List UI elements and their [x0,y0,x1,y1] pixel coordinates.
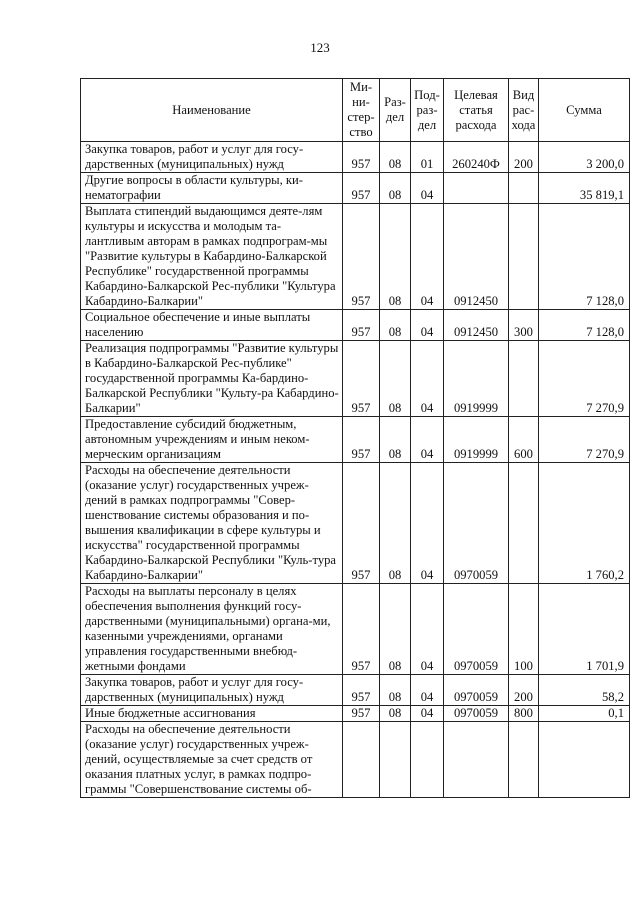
cell-ministry: 957 [343,173,380,204]
cell-ministry: 957 [343,675,380,706]
cell-subsection: 04 [411,341,444,417]
cell-ministry: 957 [343,417,380,463]
cell-sum: 58,2 [539,675,630,706]
cell-target: 0919999 [444,417,509,463]
table-row [81,173,630,204]
cell-section: 08 [380,310,411,341]
cell-ministry: 957 [343,463,380,584]
cell-target [444,722,509,798]
cell-target: 0970059 [444,706,509,722]
cell-section: 08 [380,173,411,204]
cell-target: 0912450 [444,204,509,310]
cell-type: 200 [509,142,539,173]
cell-type: 600 [509,417,539,463]
cell-section: 08 [380,706,411,722]
cell-name: Иные бюджетные ассигнования [81,706,343,722]
cell-target: 260240Ф [444,142,509,173]
header-section: Раз-дел [380,79,411,142]
cell-section: 08 [380,675,411,706]
cell-sum: 0,1 [539,706,630,722]
cell-type: 800 [509,706,539,722]
cell-section: 08 [380,341,411,417]
cell-name: Другие вопросы в области культуры, ки-нематографии [81,173,343,204]
header-type: Вид рас-хода [509,79,539,142]
table-header-row [81,79,630,142]
cell-ministry: 957 [343,204,380,310]
cell-target: 0970059 [444,463,509,584]
cell-subsection: 04 [411,417,444,463]
cell-subsection: 04 [411,584,444,675]
cell-ministry: 957 [343,142,380,173]
table-row [81,675,630,706]
cell-sum: 7 128,0 [539,204,630,310]
cell-section: 08 [380,204,411,310]
cell-subsection: 01 [411,142,444,173]
cell-target: 0919999 [444,341,509,417]
cell-section: 08 [380,142,411,173]
cell-ministry: 957 [343,310,380,341]
cell-name: Реализация подпрограммы "Развитие культуры в Кабардино-Балкарской Рес-публике" государственной программы Ка-бардино-Балкарской Республики "Культу-ра Кабардино-Балкарии" [81,341,343,417]
header-ministry: Ми-ни-стер-ство [343,79,380,142]
header-sum: Сумма [539,79,630,142]
cell-type: 200 [509,675,539,706]
table-row [81,463,630,584]
cell-subsection [411,722,444,798]
cell-section: 08 [380,584,411,675]
cell-target: 0912450 [444,310,509,341]
table-row [81,722,630,798]
cell-section: 08 [380,417,411,463]
cell-type: 100 [509,584,539,675]
table-row [81,142,630,173]
header-subsection: Под-раз-дел [411,79,444,142]
cell-section [380,722,411,798]
cell-sum: 1 701,9 [539,584,630,675]
cell-sum: 7 270,9 [539,417,630,463]
cell-subsection: 04 [411,204,444,310]
cell-name: Выплата стипендий выдающимся деяте-лям культуры и искусства и молодым та-лантливым авторам в рамках подпрограм-мы "Развитие культуры в Кабардино-Балкарской Республике" государственной программы Кабардино-Балкарской Рес-публики "Культура Кабардино-Балкарии" [81,204,343,310]
cell-sum: 7 128,0 [539,310,630,341]
cell-sum: 1 760,2 [539,463,630,584]
cell-subsection: 04 [411,706,444,722]
header-name: Наименование [81,79,343,142]
table-row [81,706,630,722]
cell-type [509,341,539,417]
cell-section: 08 [380,463,411,584]
table-row [81,310,630,341]
cell-name: Расходы на обеспечение деятельности (оказание услуг) государственных учреж-дений, осуществляемые за счет средств от оказания платных услуг, в рамках подпро-граммы "Совершенствование системы об- [81,722,343,798]
header-target: Целевая статья расхода [444,79,509,142]
table-row [81,417,630,463]
cell-subsection: 04 [411,463,444,584]
cell-name: Закупка товаров, работ и услуг для госу-дарственных (муниципальных) нужд [81,142,343,173]
page-number: 123 [310,40,330,55]
cell-ministry: 957 [343,706,380,722]
cell-sum: 35 819,1 [539,173,630,204]
cell-subsection: 04 [411,310,444,341]
cell-type: 300 [509,310,539,341]
cell-subsection: 04 [411,675,444,706]
cell-subsection: 04 [411,173,444,204]
cell-ministry: 957 [343,341,380,417]
cell-type [509,173,539,204]
cell-target: 0970059 [444,675,509,706]
cell-sum: 3 200,0 [539,142,630,173]
cell-sum [539,722,630,798]
cell-type [509,463,539,584]
cell-name: Закупка товаров, работ и услуг для госу-дарственных (муниципальных) нужд [81,675,343,706]
cell-sum: 7 270,9 [539,341,630,417]
cell-type [509,722,539,798]
cell-name: Расходы на выплаты персоналу в целях обеспечения выполнения функций госу-дарственными (муниципальными) органа-ми, казенными учреждениями, органами управления государственными внебюд-жетными фондами [81,584,343,675]
cell-name: Социальное обеспечение и иные выплаты населению [81,310,343,341]
table-row [81,341,630,417]
cell-ministry: 957 [343,584,380,675]
cell-ministry [343,722,380,798]
table-row [81,204,630,310]
cell-type [509,204,539,310]
table-row [81,584,630,675]
cell-target: 0970059 [444,584,509,675]
cell-target [444,173,509,204]
cell-name: Расходы на обеспечение деятельности (оказание услуг) государственных учреж-дений в рамках подпрограммы "Совер-шенствование системы образования и по-вышения квалификации в сфере культуры и искусства" государственной программы Кабардино-Балкарской Республики "Куль-тура Кабардино-Балкарии" [81,463,343,584]
cell-name: Предоставление субсидий бюджетным, автономным учреждениям и иным неком-мерческим организациям [81,417,343,463]
budget-table [80,78,630,798]
